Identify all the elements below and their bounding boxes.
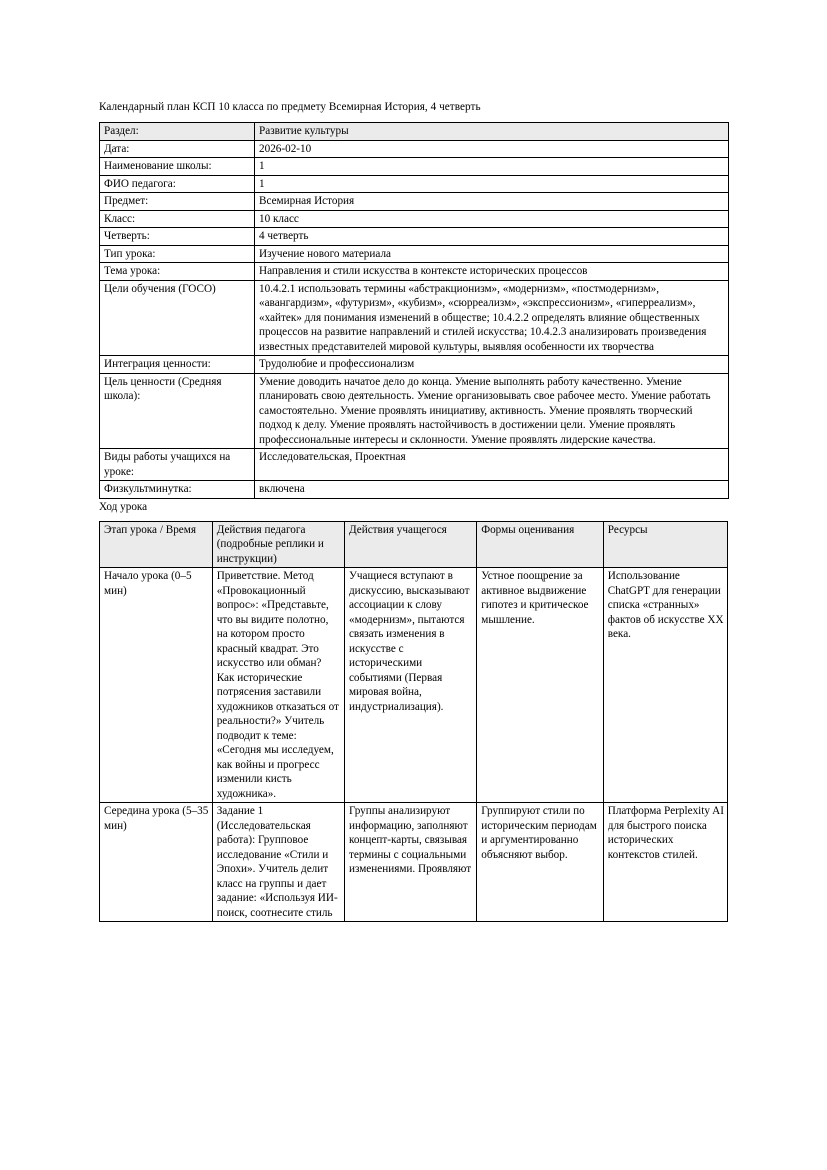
info-row-value: Умение доводить начатое дело до конца. Умение выполнять работу качественно. Умение планировать свою деятельность. Умение организовывать свое рабочее место. Умение работать самостоятельно. Умение проявлять инициативу, активность. Умение проявлять творческий подход к делу. Умение проявлять настойчивость в достижении цели. Умение проявлять профессиональные интересы и склонности. Умение проявлять лидерские качества. (255, 373, 729, 449)
resources-cell: Использование ChatGPT для генерации списка «странных» фактов об искусстве XX века. (603, 568, 727, 803)
column-header: Ресурсы (603, 521, 727, 568)
stage-cell: Начало урока (0–5 мин) (100, 568, 213, 803)
info-row-value: 1 (255, 158, 729, 176)
table-row (100, 356, 729, 374)
clipped-cell-content: Задание 1 (Исследовательская работа): Групповое исследование «Стили и Эпохи». Учитель делит класс на группы и дает задание: «Используя ИИ-поиск, соотнесите стиль (216, 805, 338, 919)
info-row-value: 10.4.2.1 использовать термины «абстракционизм», «модернизм», «постмодернизм», «авангардизм», «футуризм», «кубизм», «сюрреализм», «экспрессионизм», «гиперреализм», «хайтек» для понимания изменений в обществе; 10.4.2.2 определять влияние общественных процессов на развитие направлений и стилей искусства; 10.4.2.3 анализировать произведения известных представителей мировой культуры, выявляя особенности их творчества (255, 280, 729, 356)
lesson-info-table (99, 122, 729, 499)
column-header: Действия педагога (подробные реплики и инструкции) (212, 521, 344, 568)
info-row-value: Трудолюбие и профессионализм (255, 356, 729, 374)
clipped-cell-content: Платформа Perplexity AI для быстрого поиска исторических контекстов стилей. (607, 805, 724, 861)
table-row (100, 245, 729, 263)
table-row (100, 568, 728, 803)
clipped-cell-content: Группируют стили по историческим периодам и аргументированно объясняют выбор. (481, 805, 597, 861)
info-row-label: Класс: (100, 210, 255, 228)
info-row-label: Предмет: (100, 193, 255, 211)
student-actions-cell (344, 803, 476, 922)
info-row-value: Развитие культуры (255, 123, 729, 141)
lesson-flow-table-head (100, 521, 728, 568)
column-header: Действия учащегося (344, 521, 476, 568)
info-row-label: Цели обучения (ГОСО) (100, 280, 255, 356)
stage-cell (100, 803, 213, 922)
info-row-label: Наименование школы: (100, 158, 255, 176)
table-row (100, 228, 729, 246)
table-row (100, 280, 729, 356)
column-header: Этап урока / Время (100, 521, 213, 568)
info-row-label: Раздел: (100, 123, 255, 141)
assessment-forms-cell: Устное поощрение за активное выдвижение гипотез и критическое мышление. (477, 568, 604, 803)
info-row-label: Цель ценности (Средняя школа): (100, 373, 255, 449)
lesson-flow-table (99, 521, 728, 923)
info-row-label: Виды работы учащихся на уроке: (100, 449, 255, 481)
clipped-cell-content: Группы анализируют информацию, заполняют концепт-карты, связывая термины с социальными изменениями. Проявляют (348, 805, 472, 875)
table-row (100, 373, 729, 449)
info-row-value: 1 (255, 175, 729, 193)
info-row-value: включена (255, 481, 729, 499)
info-row-value: Изучение нового материала (255, 245, 729, 263)
info-row-label: Четверть: (100, 228, 255, 246)
table-row (100, 140, 729, 158)
clipped-cell-content: Середина урока (5–35 мин) (104, 805, 209, 832)
lesson-info-table-body (100, 123, 729, 499)
table-row (100, 175, 729, 193)
table-row (100, 193, 729, 211)
teacher-actions-cell (212, 803, 344, 922)
info-row-label: Дата: (100, 140, 255, 158)
table-row (100, 263, 729, 281)
column-header: Формы оценивания (477, 521, 604, 568)
info-row-label: Тема урока: (100, 263, 255, 281)
info-row-value: Всемирная История (255, 193, 729, 211)
table-row (100, 123, 729, 141)
table-row (100, 481, 729, 499)
info-row-label: Физкультминутка: (100, 481, 255, 499)
teacher-actions-cell: Приветствие. Метод «Провокационный вопрос»: «Представьте, что вы видите полотно, на котором просто красный квадрат. Это искусство или обман? Как исторические потрясения заставили художников отказаться от реальности?» Учитель подводит к теме: «Сегодня мы исследуем, как войны и прогресс изменили кисть художника». (212, 568, 344, 803)
info-row-value: Исследовательская, Проектная (255, 449, 729, 481)
table-row (100, 158, 729, 176)
resources-cell (603, 803, 727, 922)
info-row-label: Интеграция ценности: (100, 356, 255, 374)
table-row (100, 210, 729, 228)
info-row-label: Тип урока: (100, 245, 255, 263)
info-row-value: Направления и стили искусства в контексте исторических процессов (255, 263, 729, 281)
page-title: Календарный план КСП 10 класса по предмету Всемирная История, 4 четверть (99, 101, 481, 113)
info-row-value: 2026-02-10 (255, 140, 729, 158)
lesson-flow-table-body (100, 568, 728, 922)
student-actions-cell: Учащиеся вступают в дискуссию, высказывают ассоциации к слову «модернизм», пытаются связать изменения в искусстве с историческими событиями (Первая мировая война, индустриализация). (344, 568, 476, 803)
assessment-forms-cell (477, 803, 604, 922)
table-row (100, 803, 728, 922)
table-row (100, 449, 729, 481)
info-row-value: 4 четверть (255, 228, 729, 246)
table-header-row (100, 521, 728, 568)
info-row-value: 10 класс (255, 210, 729, 228)
lesson-flow-heading: Ход урока (99, 500, 148, 513)
info-row-label: ФИО педагога: (100, 175, 255, 193)
